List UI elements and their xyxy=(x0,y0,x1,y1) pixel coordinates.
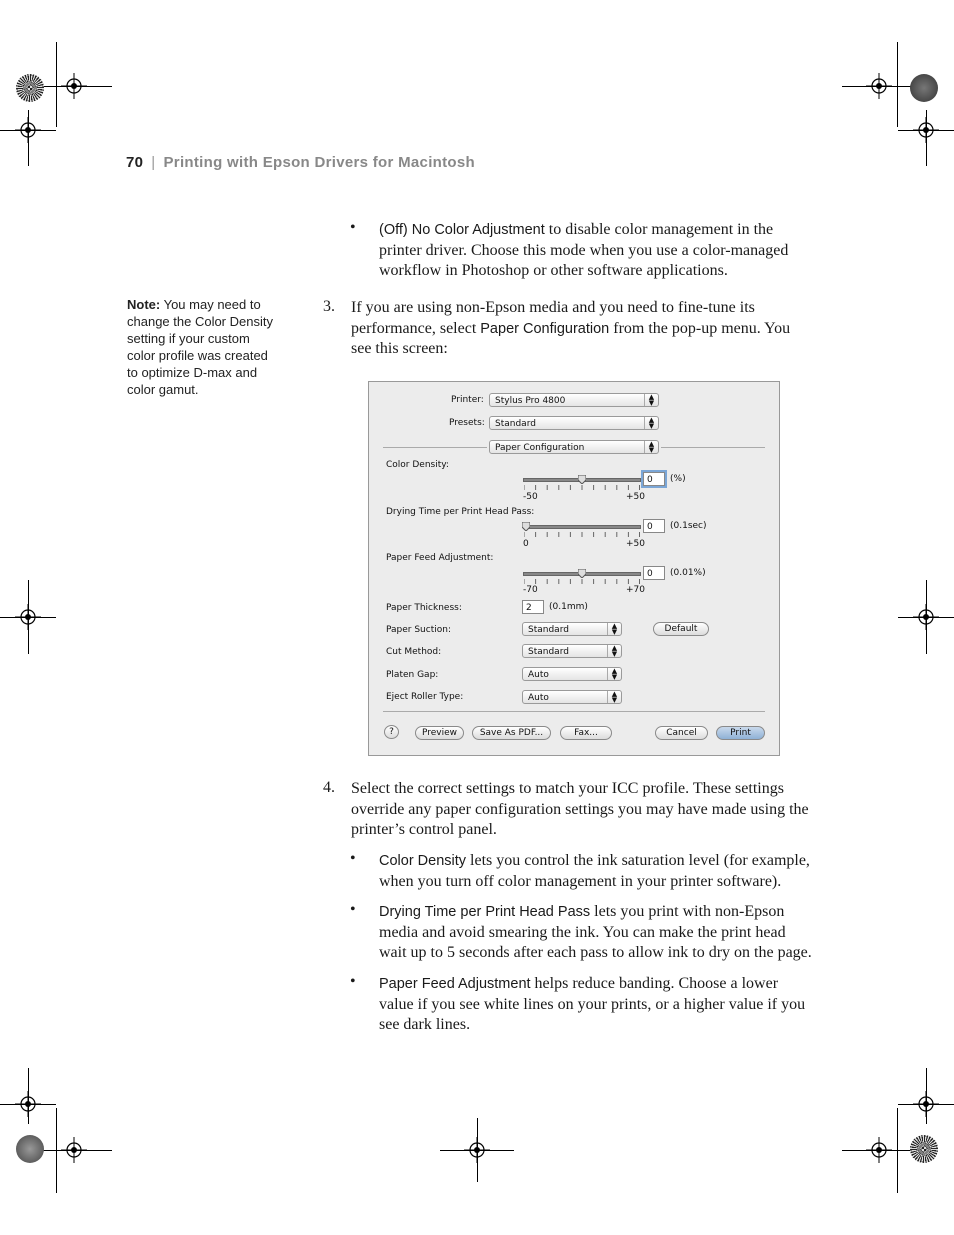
text-line: helps reduce banding. Choose a lower xyxy=(530,975,779,992)
text-line: lets you print with non-Epson xyxy=(590,903,785,920)
text-line: printer’s control panel. xyxy=(351,821,497,838)
crop-mark xyxy=(56,42,57,127)
sidebar-note xyxy=(127,296,292,398)
color-target-icon xyxy=(910,74,938,102)
registration-mark-icon xyxy=(464,1137,490,1163)
divider xyxy=(383,711,765,712)
text-line: see this screen: xyxy=(351,340,448,357)
default-button[interactable]: Default xyxy=(653,622,709,636)
paper-feed-input[interactable]: 0 xyxy=(643,566,665,580)
print-dialog xyxy=(368,381,780,756)
divider xyxy=(661,447,765,448)
registration-mark-icon xyxy=(15,604,41,630)
slider-ticks xyxy=(524,579,640,584)
registration-mark-icon xyxy=(15,117,41,143)
text-line: You may need to xyxy=(160,297,261,312)
text-line: when you turn off color management in your printer software). xyxy=(379,872,782,890)
bullet-symbol: • xyxy=(350,973,356,990)
text-line: printer driver. Choose this mode when you use a color-managed xyxy=(379,241,789,259)
text-line: see dark lines. xyxy=(379,1016,471,1033)
text-line: If you are using non-Epson media and you need to fine-tune its xyxy=(351,299,755,316)
popup-arrows-icon: ▲ ▼ xyxy=(607,691,621,703)
registration-mark-icon xyxy=(866,1137,892,1163)
preview-button[interactable]: Preview xyxy=(415,726,464,740)
registration-mark-icon xyxy=(866,73,892,99)
step3-paragraph xyxy=(351,298,831,360)
platen-gap-popup[interactable] xyxy=(522,667,622,681)
printer-label: Printer: xyxy=(451,395,484,405)
popup-arrows-icon: ▲ ▼ xyxy=(644,394,658,406)
drying-time-unit: (0.1sec) xyxy=(670,521,707,531)
bullet-symbol: • xyxy=(350,219,356,236)
color-target-icon xyxy=(16,1135,44,1163)
color-target-icon xyxy=(16,74,44,102)
crop-mark xyxy=(897,42,898,127)
fax-button[interactable]: Fax... xyxy=(560,726,612,740)
paper-feed-min: -70 xyxy=(523,585,538,595)
header-title: Printing with Epson Drivers for Macintosh xyxy=(163,154,475,171)
platen-gap-label: Platen Gap: xyxy=(386,670,439,680)
bullet-feed-term: Paper Feed Adjustment xyxy=(379,976,531,992)
text-line: change the Color Density xyxy=(127,314,273,329)
drying-time-slider[interactable] xyxy=(523,525,641,529)
page-number: 70 xyxy=(126,154,144,171)
step-number: 4. xyxy=(323,779,335,796)
help-button[interactable]: ? xyxy=(384,725,399,739)
drying-time-label: Drying Time per Print Head Pass: xyxy=(386,507,535,517)
save-as-pdf-button[interactable]: Save As PDF... xyxy=(472,726,551,740)
paper-suction-label: Paper Suction: xyxy=(386,625,451,635)
header-separator: | xyxy=(151,154,156,171)
slider-ticks xyxy=(524,485,640,490)
text-line: lets you control the ink saturation level (for example, xyxy=(466,852,810,869)
color-density-slider-thumb[interactable] xyxy=(578,475,586,484)
platen-gap-value: Auto xyxy=(528,670,549,680)
running-header xyxy=(126,154,475,171)
bullet-off-paragraph xyxy=(379,220,839,282)
bullet-feed-paragraph xyxy=(379,974,839,1036)
eject-roller-popup[interactable] xyxy=(522,690,622,704)
popup-arrows-icon: ▲ ▼ xyxy=(644,441,658,453)
print-button[interactable]: Print xyxy=(716,726,765,740)
text-line: value if you see white lines on your prints, or a higher value if you xyxy=(379,995,806,1013)
printer-value: Stylus Pro 4800 xyxy=(495,396,566,406)
text-line: workflow in Photoshop or other software applications. xyxy=(379,262,728,279)
popup-arrows-icon: ▲ ▼ xyxy=(607,645,621,657)
registration-mark-icon xyxy=(61,1137,87,1163)
bullet-off-term: (Off) No Color Adjustment xyxy=(379,222,545,238)
text-line: performance, select xyxy=(351,319,481,337)
registration-mark-icon xyxy=(61,73,87,99)
divider xyxy=(383,447,487,448)
drying-time-input[interactable]: 0 xyxy=(643,519,665,533)
bullet-density-term: Color Density xyxy=(379,853,467,869)
paper-feed-max: +70 xyxy=(626,585,645,595)
drying-time-slider-thumb[interactable] xyxy=(522,522,530,531)
drying-time-min: 0 xyxy=(523,539,529,549)
note-label: Note: xyxy=(127,297,161,312)
registration-mark-icon xyxy=(913,1091,939,1117)
text-line: color gamut. xyxy=(127,382,199,397)
popup-arrows-icon: ▲ ▼ xyxy=(607,623,621,635)
drying-time-max: +50 xyxy=(626,539,645,549)
registration-mark-icon xyxy=(913,604,939,630)
paper-feed-label: Paper Feed Adjustment: xyxy=(386,553,494,563)
color-density-unit: (%) xyxy=(670,474,686,484)
text-line: to disable color management in the xyxy=(544,221,774,238)
presets-value: Standard xyxy=(495,419,536,429)
step4-paragraph xyxy=(351,779,836,841)
slider-ticks xyxy=(524,532,640,537)
popup-arrows-icon: ▲ ▼ xyxy=(607,668,621,680)
printer-popup[interactable] xyxy=(489,393,659,407)
color-density-input[interactable]: 0 xyxy=(643,472,665,486)
panel-popup[interactable] xyxy=(489,440,659,454)
text-line: wait up to 5 seconds after each pass to allow ink to dry on the page. xyxy=(379,944,812,961)
text-line: override any paper configuration settings you may have made using the xyxy=(351,800,809,818)
presets-popup[interactable] xyxy=(489,416,659,430)
eject-roller-label: Eject Roller Type: xyxy=(386,692,464,702)
text-line: from the pop-up menu. You xyxy=(609,319,791,337)
step-number: 3. xyxy=(323,298,335,315)
text-line: setting if your custom xyxy=(127,331,250,346)
cut-method-label: Cut Method: xyxy=(386,647,442,657)
cut-method-value: Standard xyxy=(528,647,569,657)
popup-arrows-icon: ▲ ▼ xyxy=(644,417,658,429)
eject-roller-value: Auto xyxy=(528,693,549,703)
bullet-symbol: • xyxy=(350,901,356,918)
panel-value: Paper Configuration xyxy=(495,443,585,453)
bullet-drying-term: Drying Time per Print Head Pass xyxy=(379,904,591,920)
color-density-min: -50 xyxy=(523,492,538,502)
color-density-max: +50 xyxy=(626,492,645,502)
step3-term: Paper Configuration xyxy=(480,320,610,337)
cancel-button[interactable]: Cancel xyxy=(655,726,708,740)
registration-mark-icon xyxy=(913,117,939,143)
paper-feed-unit: (0.01%) xyxy=(670,568,706,578)
bullet-drying-paragraph xyxy=(379,902,849,964)
cut-method-popup[interactable] xyxy=(522,644,622,658)
paper-thickness-unit: (0.1mm) xyxy=(549,602,588,612)
registration-mark-icon xyxy=(15,1091,41,1117)
color-target-icon xyxy=(910,1135,938,1163)
text-line: Select the correct settings to match your ICC profile. These settings xyxy=(351,780,784,797)
bullet-symbol: • xyxy=(350,850,356,867)
paper-feed-slider-thumb[interactable] xyxy=(578,569,586,578)
paper-suction-value: Standard xyxy=(528,625,569,635)
bullet-density-paragraph xyxy=(379,851,839,892)
paper-suction-popup[interactable] xyxy=(522,622,622,636)
text-line: to optimize D-max and xyxy=(127,365,258,380)
color-density-label: Color Density: xyxy=(386,460,449,470)
presets-label: Presets: xyxy=(449,418,485,428)
text-line: color profile was created xyxy=(127,348,268,363)
text-line: media and avoid smearing the ink. You can make the print head xyxy=(379,923,786,941)
paper-thickness-label: Paper Thickness: xyxy=(386,603,462,613)
paper-thickness-input[interactable]: 2 xyxy=(522,600,544,614)
